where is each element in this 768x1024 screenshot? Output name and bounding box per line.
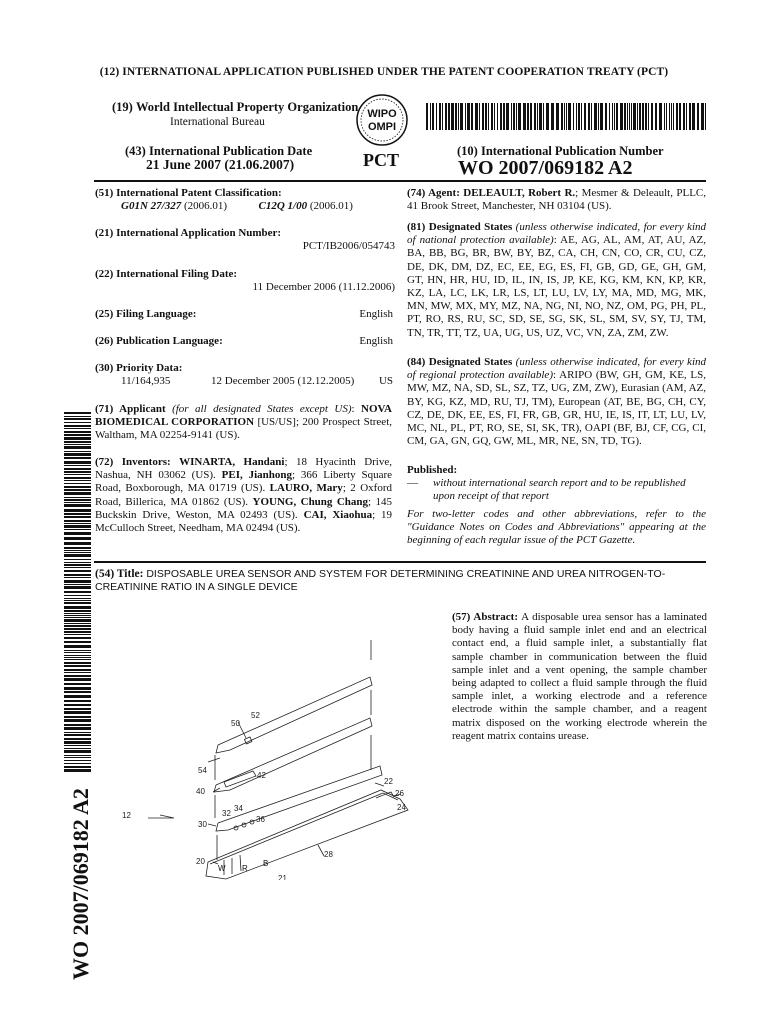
applicant-name: NOVA BIOMEDICAL CORPORATION (95, 403, 392, 429)
ref-label-b: B (263, 859, 269, 868)
published-dash: — (407, 477, 418, 490)
svg-text:WIPO: WIPO (367, 108, 397, 120)
org-number: (19) (112, 100, 133, 114)
ref-label-52: 52 (251, 711, 260, 720)
inventor-3-address: ; 2 Oxford Road, Billerica, MA 01862 (US). (95, 482, 392, 508)
ref-label-20: 20 (196, 857, 205, 866)
ipc-2-code: C12Q 1/00 (258, 200, 308, 213)
priority-country: US (378, 375, 393, 388)
applicant-field: (71) Applicant (for all designated States except US): NOVA BIOMEDICAL CORPORATION [US/US]; 200 Prospect Street, Waltham, MA 02254-9141 (US). (95, 403, 392, 442)
filing-date-value: 11 December 2006 (11.12.2006) (252, 281, 395, 294)
ds84-note: (unless otherwise indicated, for every kind of regional protection available) (407, 356, 706, 382)
title-label: (54) Title: (95, 568, 144, 580)
ipc-1-code: G01N 27/327 (121, 200, 182, 213)
inventor-5-address: ; 19 McCulloch Street, Needham, MA 02494 (US). (95, 508, 392, 535)
ref-label-22: 22 (384, 777, 393, 786)
title-field (95, 568, 707, 594)
filing-lang-value: English (359, 308, 393, 320)
ds81-list: AE, AG, AL, AM, AT, AU, AZ, BA, BB, BG, BR, BW, BY, BZ, CA, CH, CN, CO, CR, CU, CZ, DE, DK, DM, DZ, EC, EE, EG, ES, FI, GB, GD, GE, GH, GM, GT, HN, HR, HU, ID, IL, IN, IS, JP, KE, KG, KM, KN, KP, KR, KZ, LA, LC, LK, LR, LS, LT, LU, LV, LY, MA, MD, MG, MK, MN, MW, MX, MY, MZ, NA, NG, NI, NO, NZ, OM, PG, PH, PL, PT, RO, RS, RU, SC, SD, SE, SG, SK, SL, SM, SV, SY, TJ, TM, TN, TR, TT, TZ, UA, UG, US, UZ, VC, VN, ZA, ZM, ZW. (407, 234, 706, 339)
ref-label-12: 12 (122, 811, 131, 820)
pct-mark: PCT (363, 150, 399, 170)
org-bureau: International Bureau (170, 116, 265, 128)
designated-states-national: (81) Designated States (unless otherwise indicated, for every kind of national protection available): AE, AG, AL, AM, AT, AU, AZ, BA, BB, BG, BR, BW, BY, BZ, CA, CH, CN, CO, CR, CU, CZ, DE, DK, DM, DZ, EC, EE, EG, ES, FI, GB, GD, GE, GH, GM, GT, HN, HR, HU, ID, IL, IN, IS, JP, KE, KG, KM, KN, KP, KR, KZ, LA, LC, LK, LR, LS, LT, LU, LV, LY, MA, MD, MG, MK, MN, MW, MX, MY, MZ, NA, NG, NI, NO, NZ, OM, PG, PH, PL, PT, RO, RS, RU, SC, SD, SE, SG, SK, SL, SM, SV, SY, TJ, TM, TN, TR, TT, TZ, UA, UG, US, UZ, VC, VN, ZA, ZM, ZW. (407, 221, 706, 339)
ref-label-w: W (218, 864, 226, 873)
sensor-figure (108, 630, 438, 880)
published-label: Published: (407, 464, 458, 476)
side-publication-number: WO 2007/069182 A2 (68, 788, 93, 980)
ref-label-50: 50 (231, 719, 240, 728)
ref-label-28: 28 (324, 850, 333, 859)
inventor-2-address: ; 366 Liberty Square Road, Boxborough, MA 01719 (US). (95, 469, 392, 495)
ds81-note: (unless otherwise indicated, for every kind of national protection available) (407, 221, 706, 247)
abstract-label: (57) Abstract: (452, 611, 519, 623)
priority-number: 11/164,935 (121, 375, 171, 388)
inventors-label: (72) Inventors: (95, 456, 171, 468)
ipc-1-date: (2006.01) (181, 200, 228, 213)
inventor-4-name: YOUNG, Chung Chang (252, 495, 369, 508)
agent-label: (74) Agent: (407, 187, 460, 199)
ref-label-40: 40 (196, 787, 205, 796)
priority-date: 12 December 2005 (12.12.2005) (211, 375, 355, 388)
filing-date-label: (22) International Filing Date: (95, 268, 238, 280)
published-text: without international search report and to be republished upon receipt of that report (433, 477, 686, 503)
inventor-5-name: CAI, Xiaohua (303, 508, 373, 521)
ds84-label: (84) Designated States (407, 356, 513, 368)
pub-lang-field (95, 335, 395, 348)
inventor-2-name: PEI, Jianhong (221, 469, 292, 482)
app-number-label: (21) International Application Number: (95, 227, 282, 239)
top-barcode (426, 103, 706, 130)
applicant-label: (71) Applicant (95, 403, 166, 415)
pub-date-label: (43) International Publication Date (125, 144, 313, 158)
document-header: (12) INTERNATIONAL APPLICATION PUBLISHED UNDER THE PATENT COOPERATION TREATY (PCT) (99, 66, 669, 78)
header-rule (94, 180, 706, 182)
pub-lang-label: (26) Publication Language: (95, 335, 223, 347)
inventors-field (95, 456, 392, 535)
ref-label-34: 34 (234, 804, 243, 813)
org-name: World Intellectual Property Organization (135, 100, 359, 114)
ipc-2-date: (2006.01) (307, 200, 353, 213)
priority-field (95, 362, 395, 389)
ref-label-r: R (242, 864, 248, 873)
pub-lang-value: English (359, 335, 393, 347)
priority-label: (30) Priority Data: (95, 362, 183, 374)
abstract-text: A disposable urea sensor has a laminated body having a fluid sample inlet end and an electrical contact end, a fluid sample inlet, a substantially flat sample chamber in communication between the fluid sample inlet and a vent opening, the sample chamber being adapted to collect a fluid sample through the fluid sample inlet, a working electrode and a reference electrode within the sample chamber, and a reagent matrix disposed on the working electrode wherein the reagent matrix contains urease. (452, 611, 707, 742)
applicant-designation: (for all designated States except US) (172, 403, 352, 415)
ds84-list: ARIPO (BW, GH, GM, KE, LS, MW, MZ, NA, SD, SL, SZ, TZ, UG, ZM, ZW), Eurasian (AM, AZ, BY, KG, KZ, MD, RU, TJ, TM), European (AT, BE, BG, CH, CY, CZ, DE, DK, EE, ES, FI, FR, GB, GR, HU, IE, IS, IT, LT, LU, LV, MC, NL, PL, PT, RO, SE, SI, SK, TR), OAPI (BF, BJ, CF, CG, CI, CM, GA, GN, GQ, GW, ML, MR, NE, SN, TD, TG). (407, 369, 706, 448)
wipo-logo (354, 93, 410, 147)
agent-name: DELEAULT, Robert R. (463, 187, 576, 199)
inventor-1-name: WINARTA, Handani (179, 456, 285, 468)
filing-date-field (95, 268, 395, 294)
ipc-label: (51) International Patent Classification: (95, 187, 282, 199)
applicant-address: [US/US]; 200 Prospect Street, Waltham, MA 02254-9141 (US). (95, 416, 392, 442)
ref-label-26: 26 (395, 789, 404, 798)
designated-states-regional: (84) Designated States (unless otherwise indicated, for every kind of regional protection available): ARIPO (BW, GH, GM, KE, LS, MW, MZ, NA, SD, SL, SZ, TZ, UG, ZM, ZW), Eurasian (AM, AZ, BY, KG, KZ, MD, RU, TJ, TM), European (AT, BE, BG, CH, CY, CZ, DE, DK, EE, ES, FI, FR, GB, GR, HU, IE, IS, IT, LT, LU, LV, MC, NL, PL, PT, RO, SE, SI, SK, TR), OAPI (BF, BJ, CF, CG, CI, CM, GA, GN, GQ, GW, ML, MR, NE, SN, TD, TG). (407, 356, 706, 448)
title-rule (94, 561, 706, 563)
abstract-field (452, 611, 707, 743)
inventor-3-name: LAURO, Mary (269, 482, 343, 495)
ref-label-54: 54 (198, 766, 207, 775)
filing-lang-label: (25) Filing Language: (95, 308, 197, 320)
agent-field (407, 187, 706, 213)
inventor-1-address: ; 18 Hyacinth Drive, Nashua, NH 03062 (US). (95, 456, 393, 482)
ref-label-24: 24 (397, 803, 406, 812)
guidance-note: For two-letter codes and other abbreviations, refer to the "Guidance Notes on Codes and Abbreviations" appearing at the beginning of each regular issue of the PCT Gazette. (407, 508, 706, 547)
svg-text:OMPI: OMPI (367, 121, 397, 133)
pub-date-value: 21 June 2007 (21.06.2007) (146, 157, 295, 172)
published-field (407, 464, 706, 504)
ref-label-36: 36 (256, 815, 265, 824)
ds81-label: (81) Designated States (407, 221, 513, 233)
side-barcode (64, 412, 91, 772)
org-line (112, 101, 358, 114)
ref-label-21: 21 (278, 874, 287, 880)
filing-lang-field (95, 308, 395, 321)
ref-label-32: 32 (222, 809, 231, 818)
app-number-field (95, 227, 395, 253)
agent-address: ; Mesmer & Deleault, PLLC, 41 Brook Street, Manchester, NH 03104 (US). (407, 187, 706, 213)
ipc-field (95, 187, 395, 213)
app-number-value: PCT/IB2006/054743 (302, 240, 395, 253)
pub-number-value: WO 2007/069182 A2 (458, 157, 633, 179)
title-text: DISPOSABLE UREA SENSOR AND SYSTEM FOR DETERMINING CREATININE AND UREA NITROGEN-TO-CREATININE RATIO IN A SINGLE DEVICE (95, 568, 666, 594)
ref-label-30: 30 (198, 820, 207, 829)
inventor-4-address: ; 145 Buckskin Drive, Weston, MA 02493 (US). (95, 495, 393, 521)
ref-label-42: 42 (257, 771, 266, 780)
pub-number-label: (10) International Publication Number (457, 144, 664, 158)
